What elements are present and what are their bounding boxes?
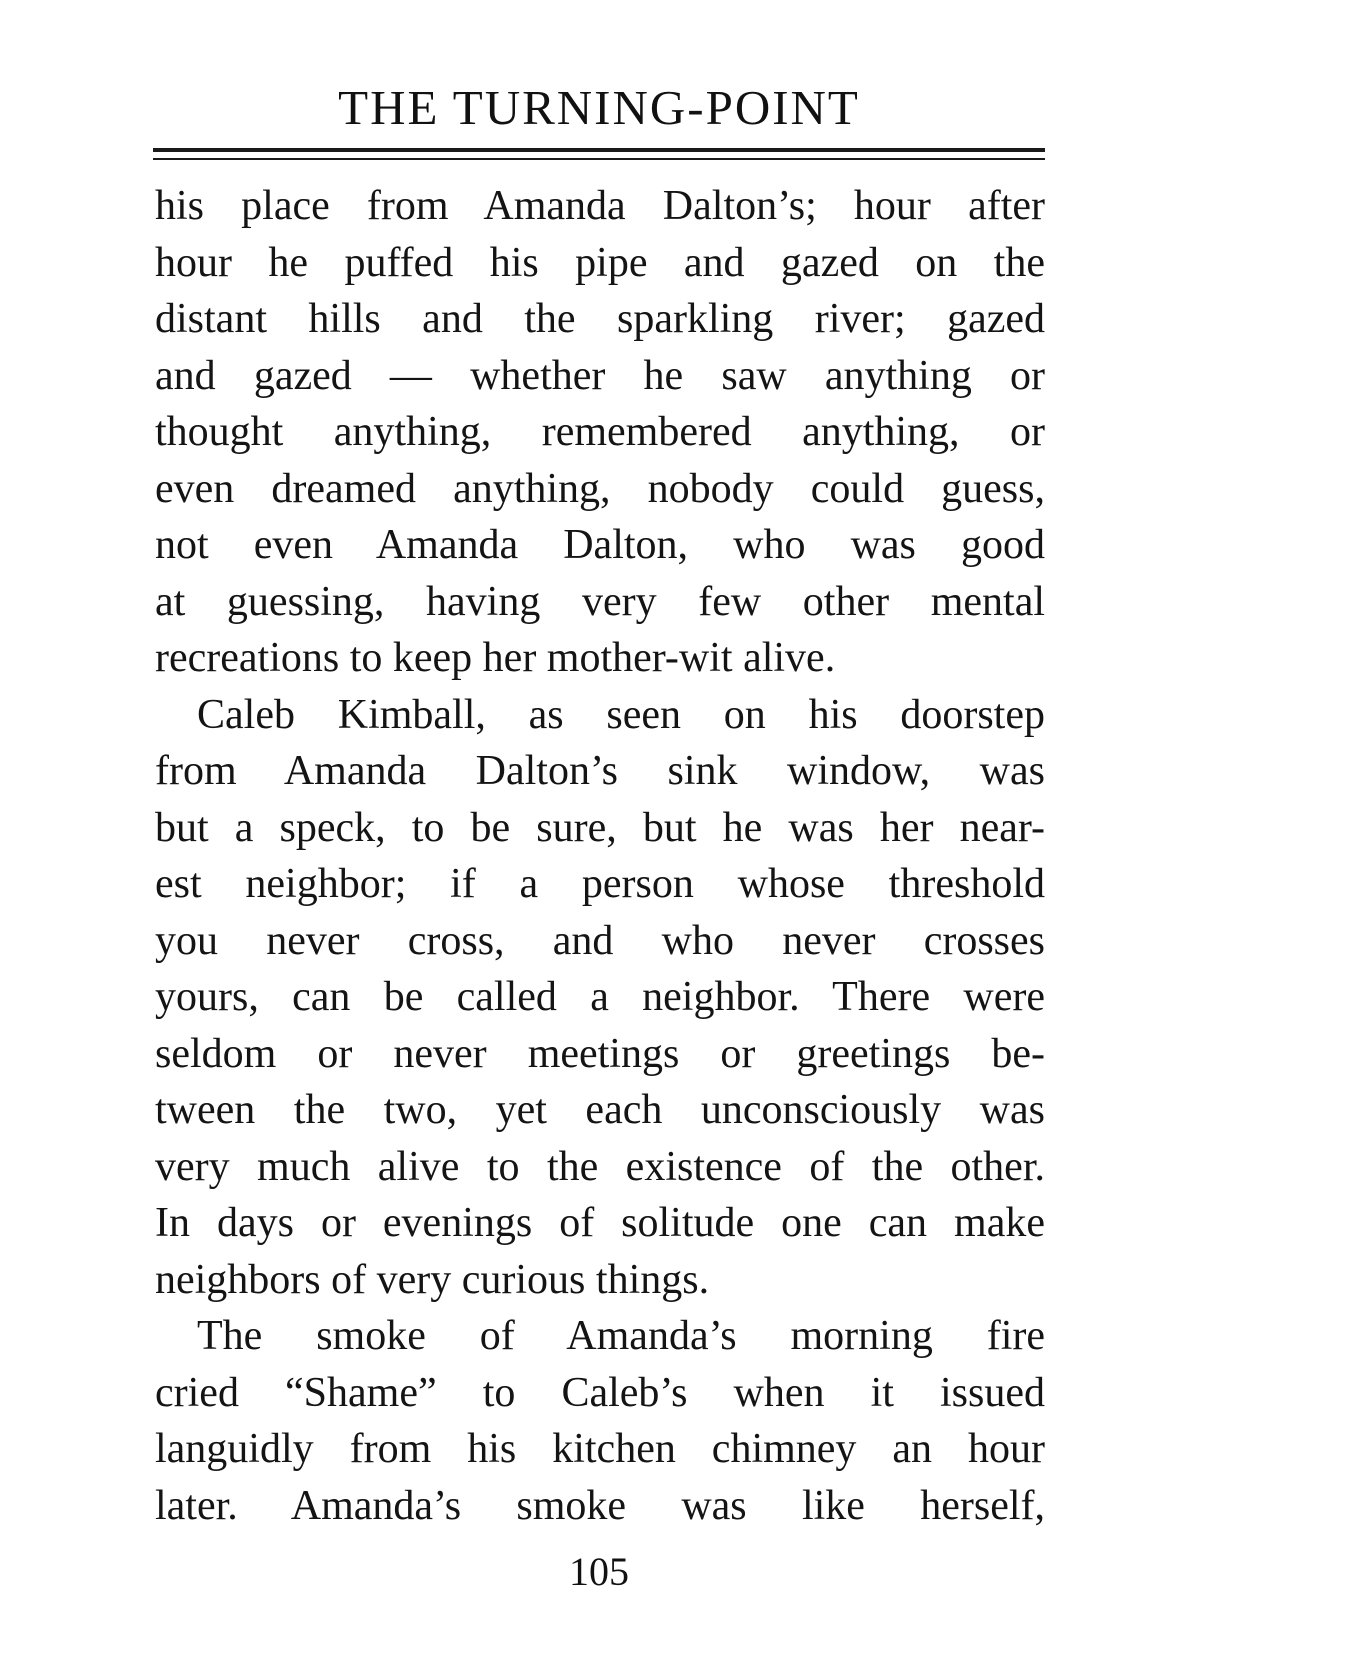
- paragraph-start-line: Caleb Kimball, as seen on his doorstep: [197, 691, 1045, 738]
- text-line: and gazed — whether he saw anything or: [155, 352, 1045, 399]
- page-number: 105: [569, 1549, 629, 1594]
- text-line: thought anything, remembered anything, or: [155, 409, 1045, 455]
- text-line: distant hills and the sparkling river; gazed: [155, 296, 1045, 342]
- text-line: even dreamed anything, nobody could guess,: [155, 465, 1045, 512]
- text-line: at guessing, having very few other mental: [155, 578, 1045, 625]
- text-line: you never cross, and who never crosses: [155, 917, 1045, 964]
- text-line: seldom or never meetings or greetings be-: [155, 1030, 1045, 1077]
- text-line: but a speck, to be sure, but he was her near-: [155, 804, 1045, 851]
- header-rule-thick: [153, 148, 1045, 152]
- text-line: very much alive to the existence of the other.: [155, 1143, 1045, 1190]
- text-line: later. Amanda’s smoke was like herself,: [155, 1482, 1045, 1529]
- text-line: his place from Amanda Dalton’s; hour after: [155, 183, 1045, 229]
- running-head: THE TURNING-POINT: [338, 80, 860, 135]
- header-rule-thin: [153, 158, 1045, 160]
- paragraph-end-line: recreations to keep her mother-wit alive.: [155, 635, 836, 681]
- text-line: from Amanda Dalton’s sink window, was: [155, 748, 1045, 794]
- body-text: [155, 178, 1045, 1534]
- text-line: hour he puffed his pipe and gazed on the: [155, 239, 1045, 286]
- text-line: In days or evenings of solitude one can make: [155, 1200, 1045, 1246]
- paragraph-start-line: The smoke of Amanda’s morning fire: [197, 1313, 1045, 1359]
- text-line: not even Amanda Dalton, who was good: [155, 522, 1045, 568]
- text-line: languidly from his kitchen chimney an hour: [155, 1426, 1045, 1472]
- text-line: cried “Shame” to Caleb’s when it issued: [155, 1369, 1045, 1416]
- text-line: tween the two, yet each unconsciously was: [155, 1087, 1045, 1133]
- paragraph-end-line: neighbors of very curious things.: [155, 1256, 710, 1303]
- text-line: yours, can be called a neighbor. There were: [155, 974, 1045, 1020]
- text-line: est neighbor; if a person whose threshold: [155, 861, 1045, 907]
